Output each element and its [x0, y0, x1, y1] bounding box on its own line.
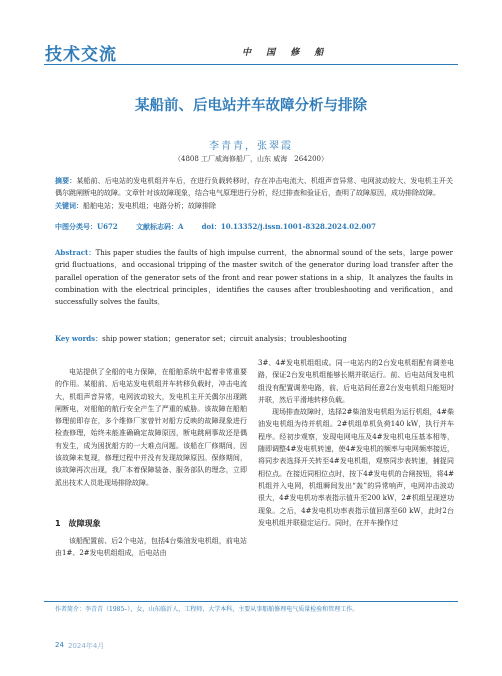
body-paragraph-inspection: 现场排查故障时，选择2#柴油发电机组为运行机组，4#柴油发电机组为待并机组。2#机组单机负荷140 kW，执行并车程序。经初步观察，发现电网电压及4#发电机电压基本相等，随即调整4#发电机转速，使4#发电机的频率与电网频率接近，将同步表选择开关转至4#发电机组，观察同步表转速，捕捉同相位点。在接近同相位点时，按下4#发电机的合闸按钮，将4#机组并入电网，机组瞬间发出“轰”的异常响声，电网冲击波动很大，4#发电机功率表指示值升至200 kW，2#机组呈现逆功现象。之后，4#发电机功率表指示值回落至60 kW，此时2台发电机组并联稳定运行。同时，在并车操作过	[258, 408, 454, 527]
abstract-cn-text: 某船前、后电站的发电机组并车后，在进行负载转移时，存在冲击电流大、机组声音异常、电网波动较大、发电机主开关偶尔跳闸断电的故障。文章针对该故障现象，结合电气原理进行分析，经过排查和验证后，查明了故障原因，成功排除故障。	[55, 177, 453, 198]
column-tag: 技术交流	[45, 45, 117, 65]
section-heading: 1 故障现象	[55, 519, 101, 528]
doi: doi：10.13352/j.issn.1001-8328.2024.02.007	[201, 222, 377, 231]
abstract-en	[55, 247, 453, 308]
authors: 李青青，张翠霞	[209, 141, 293, 152]
keywords-cn	[55, 200, 453, 212]
keywords-en	[55, 334, 453, 344]
class-code: 中图分类号：U672	[55, 222, 118, 231]
keywords-cn-text: 船舶电站；发电机组；电路分析；故障排除	[83, 202, 216, 210]
right-column	[258, 357, 454, 529]
abstract-cn	[55, 175, 453, 200]
page-number: 24	[55, 641, 64, 649]
keywords-en-label: Key words：	[55, 334, 103, 343]
keywords-cn-label: 关键词：	[55, 201, 83, 210]
affiliation: （4808 工厂威海修船厂，山东 威海 264200）	[174, 155, 328, 163]
doc-code: 文献标志码：A	[135, 222, 184, 231]
body-paragraph-stations: 3#、4#发电机组组成。同一电站内的2台发电机组配有调差电路，保证2台发电机组能够长期并联运行。前、后电站间发电机组没有配置调差电路，前、后电站间任意2台发电机组只能短时并联，然后平滑地转移负载。	[258, 359, 454, 404]
body-paragraph-phenomenon: 该船配置前、后2个电站，包括4台柴油发电机组，前电站由1#、2#发电机组组成，后电站由	[55, 537, 247, 558]
journal-name: 中 国 修 船	[242, 48, 330, 58]
body-paragraph-intro: 电站提供了全船的电力保障，在船舶系统中起着非常重要的作用。某船前、后电站发电机组并车转移负载时，冲击电流大，机组声音异常，电网波动较大，发电机主开关偶尔出现跳闸断电，对船舶的航行安全产生了严重的威胁。该故障在船舶修理前即存在，多个维修厂家曾针对船方反映的故障现象进行检查修理，始终未能准确确定故障原因，断电跳闸事故还是偶有发生，成为困扰船方的一大难点问题。该船在厂修期间，因该故障未复现，修理过程中并没有发现故障原因。保修期间，该故障再次出现，我厂本着保障装备、服务部队的理念，立即派出技术人员赴现场排除故障。	[55, 368, 247, 487]
keywords-en-text: ship power station；generator set；circuit analysis；troubleshooting	[102, 335, 347, 343]
issue-date: 2024年4月	[68, 642, 105, 650]
author-footnote: 作者简介：李青青（1985–），女，山东临沂人，工程师，大学本科，主要从事船舶修理电气质量检验和管理工作。	[55, 606, 359, 613]
abstract-en-label: Abstract：	[55, 248, 96, 257]
footnote-rule	[44, 601, 458, 602]
classification-line	[55, 222, 453, 232]
abstract-cn-label: 摘要：	[55, 176, 77, 185]
abstract-en-text: This paper studies the faults of high impulse current，the abnormal sound of the sets，large power grid fluctuations，and occasional tripping of the master switch of the generator during load transfer after the parallel operation of the generator sets of the front and rear power stations in a ship．It analyzes the faults in combination with the electrical principles，identifies the causes after troubleshooting and verification，and successfully solves the faults．	[55, 249, 453, 307]
header-rule	[44, 64, 458, 65]
paper-title: 某船前、后电站并车故障分析与排除	[135, 98, 367, 114]
